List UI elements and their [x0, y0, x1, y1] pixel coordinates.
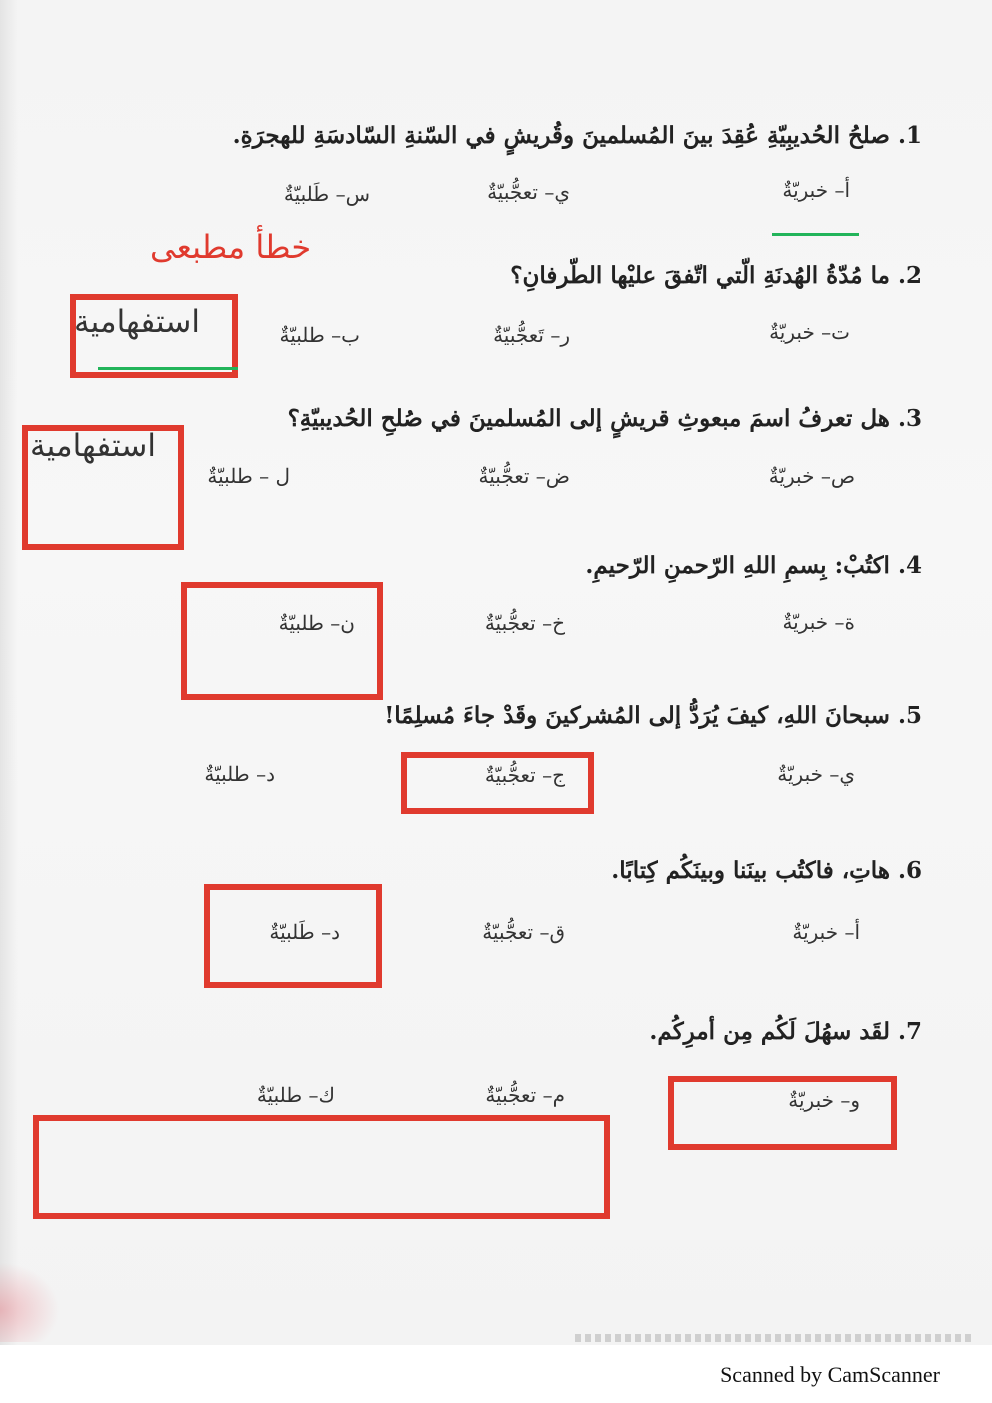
empty-answer-box [33, 1115, 610, 1219]
question-3 [288, 405, 922, 432]
q1-option-khabariya: أ– خبريّةٌ [782, 178, 850, 202]
q4-answer-box [181, 582, 383, 700]
q4-option-taajjubiya: خ– تعجُّبيّةٌ [484, 611, 565, 635]
question-number: 5. [897, 702, 922, 729]
question-number: 2. [897, 262, 922, 289]
question-text: اكتُبْ: بِسمِ اللهِ الرّحمنِ الرّحيمِ. [585, 552, 890, 579]
q4-option-khabariya: ة– خبريّةٌ [782, 610, 855, 634]
question-5 [384, 702, 922, 729]
typo-note: خطأ مطبعى [150, 228, 312, 266]
q6-option-talabiya: د– طَلبيّةٌ [269, 920, 340, 944]
question-2 [510, 262, 922, 289]
q4-option-talabiya: ن– طلبيّةٌ [278, 611, 355, 635]
question-number: 6. [897, 857, 922, 884]
question-text: لقَد سهُلَ لَكُم مِن أمرِكُم. [649, 1018, 890, 1045]
question-text: هل تعرفُ اسمَ مبعوثِ قريشٍ إلى المُسلمينَ في صُلحِ الحُديبيّةِ؟ [287, 405, 890, 432]
question-text: هاتِ، فاكتُب بينَنا وبينَكُم كِتابًا. [611, 857, 890, 884]
scanner-credit: Scanned by CamScanner [720, 1362, 940, 1387]
question-text: ما مُدّةُ الهُدنَةِ الّتي اتّفقَ عليْها الطّرفانِ؟ [510, 262, 890, 289]
question-text: سبحانَ اللهِ، كيفَ يُرَدُّ إلى المُشركينَ وقَدْ جاءَ مُسلِمًا! [384, 702, 890, 729]
question-6 [611, 857, 922, 884]
question-1 [233, 122, 922, 149]
page-edge-shadow [0, 0, 18, 1345]
q5-answer-box [401, 752, 594, 814]
corner-stain [0, 1262, 60, 1342]
question-4 [585, 552, 922, 579]
q7-option-talabiya: ك– طلبيّةٌ [256, 1083, 335, 1107]
q5-option-taajjubiya: ج– تعجُّبيّةٌ [484, 763, 565, 787]
question-7 [649, 1018, 922, 1045]
q7-option-taajjubiya: م– تعجُّبيّةٌ [485, 1083, 565, 1107]
question-number: 7. [897, 1018, 922, 1045]
q2-answer-underline [98, 367, 238, 370]
q1-option-taajjubiya: ي– تعجُّبيّةٌ [487, 180, 570, 204]
question-number: 1. [897, 122, 922, 149]
question-text: صلحُ الحُديبِيّةِ عُقِدَ بينَ المُسلمينَ وقُريشٍ في السّنةِ السّادسَةِ للهجرَةِ. [232, 122, 890, 149]
q6-option-khabariya: أ– خبريّةٌ [792, 920, 860, 944]
q3-handwritten-answer: استفهامية [30, 428, 156, 464]
q2-option-taajjubiya: ر– تَعجُّبيّةٌ [493, 323, 570, 347]
q6-answer-box [204, 884, 382, 988]
q1-answer-underline [772, 233, 859, 236]
q6-option-taajjubiya: ق– تعجُّبيّةٌ [482, 920, 565, 944]
q7-option-khabariya: و– خبريّةٌ [788, 1088, 860, 1112]
q5-option-khabariya: ي– خبريّةٌ [777, 762, 855, 786]
q7-answer-box [668, 1076, 897, 1150]
q3-option-taajjubiya: ض– تعجُّبيّةٌ [478, 464, 570, 488]
q3-option-talabiya: ل – طلبيّةٌ [207, 464, 290, 488]
q2-option-talabiya: ب– طلبيّةٌ [279, 323, 360, 347]
question-number: 4. [897, 552, 922, 579]
q2-handwritten-answer: استفهامية [74, 304, 200, 340]
q2-option-khabariya: ت– خبريّةٌ [769, 320, 850, 344]
question-number: 3. [897, 405, 922, 432]
q5-option-talabiya: د– طلبيّةٌ [204, 762, 275, 786]
q1-option-talabiya: س– طَلبيّةٌ [283, 182, 370, 206]
q3-option-khabariya: ص– خبريّةٌ [768, 464, 855, 488]
footer-blurred-text [575, 1334, 975, 1342]
